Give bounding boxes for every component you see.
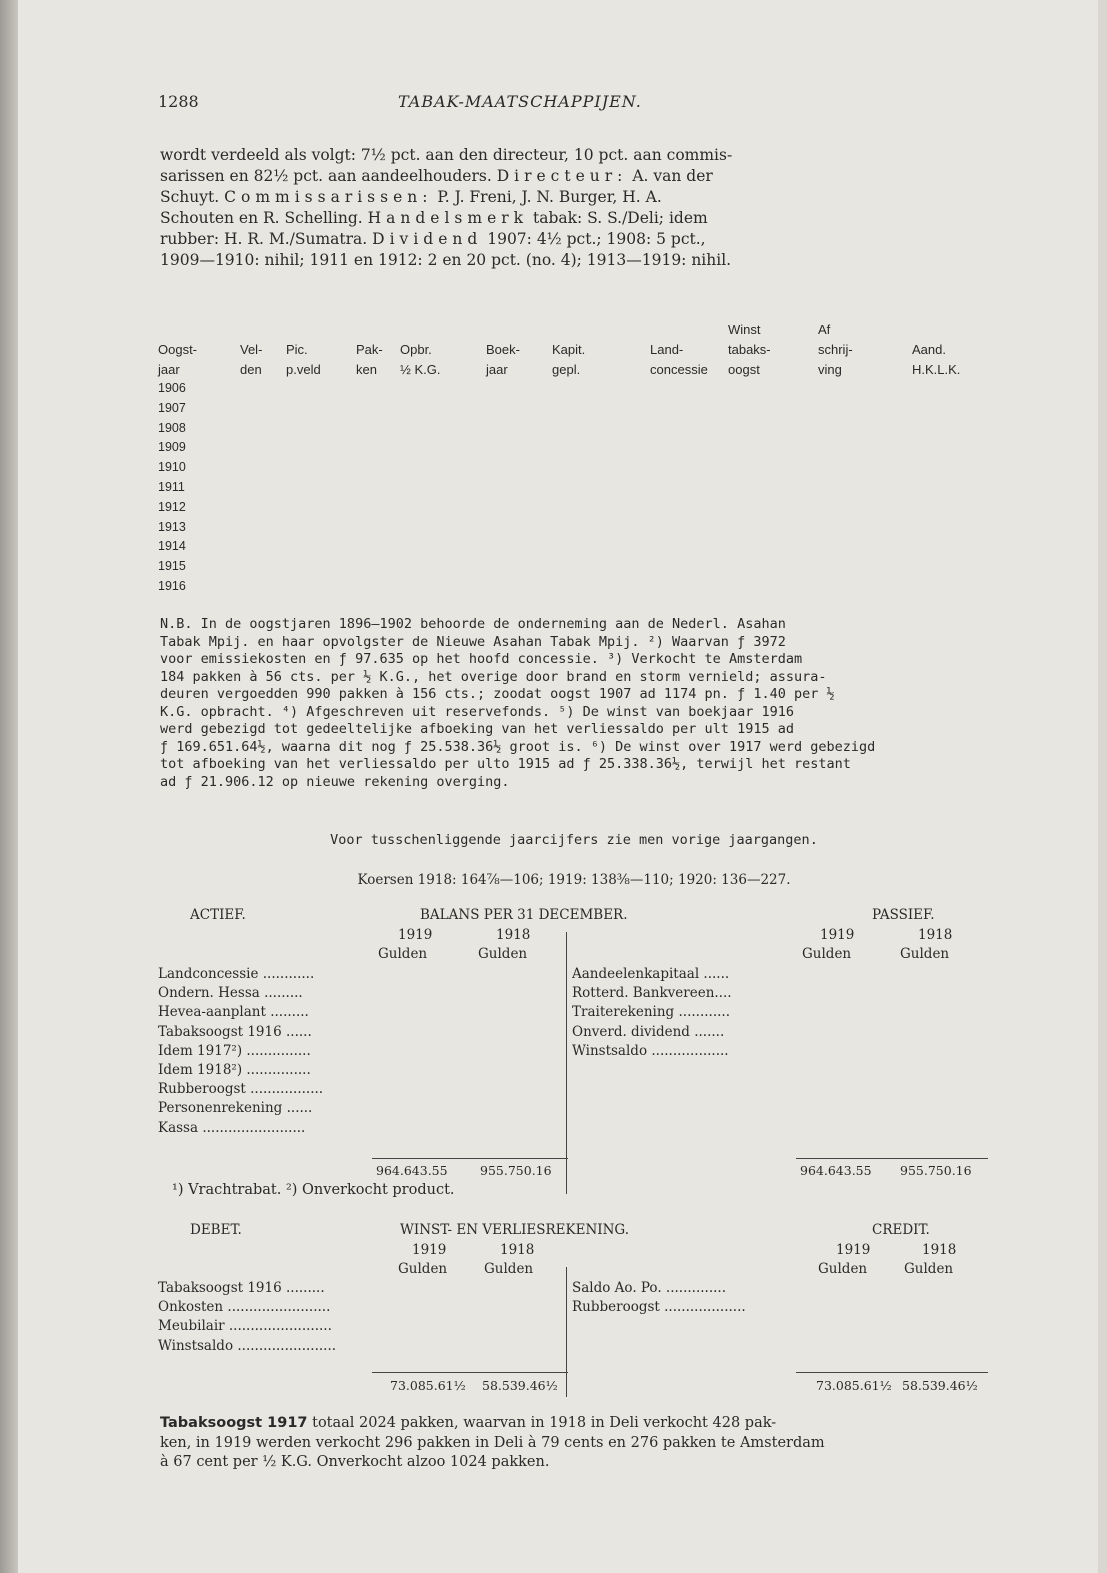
unit-header: Gulden xyxy=(398,1261,448,1277)
table-header-cell: gepl. xyxy=(552,362,581,377)
table-header-cell: Land- xyxy=(650,342,684,357)
unit-header: Gulden xyxy=(484,1261,534,1277)
table-header-cell: Pak- xyxy=(356,342,383,357)
actief-row-label: Landconcessie ............ xyxy=(158,966,315,982)
table-header-cell: Kapit. xyxy=(552,342,586,357)
debet-row-label: Meubilair ........................ xyxy=(158,1318,332,1335)
closing-paragraph xyxy=(160,1414,988,1473)
pl-title: WINST- EN VERLIESREKENING. xyxy=(400,1222,630,1238)
table-header-cell: tabaks- xyxy=(728,342,771,357)
total-rule xyxy=(372,1158,568,1159)
actief-row-label: Personenrekening ...... xyxy=(158,1100,313,1117)
table-header-cell: jaar xyxy=(158,362,180,377)
credit-label: CREDIT. xyxy=(872,1222,930,1238)
year-header: 1918 xyxy=(922,1242,957,1258)
credit-row-label: Rubberoogst ................... xyxy=(572,1299,746,1316)
table-header-cell: H.K.L.K. xyxy=(912,362,961,377)
table-header-cell: Pic. xyxy=(286,342,308,357)
note-line: ad ƒ 21.906.12 op nieuwe rekening overging. xyxy=(160,773,510,790)
debet-row-label: Winstsaldo ....................... xyxy=(158,1337,337,1354)
year-header: 1918 xyxy=(500,1242,535,1258)
note-line: werd gebezigd tot gedeeltelijke afboeking van het verliessaldo per ult 1915 ad xyxy=(160,721,794,737)
table-header-cell: jaar xyxy=(486,362,508,377)
table-cell: 1916 xyxy=(158,579,186,593)
actief-row-label: Hevea-aanplant ......... xyxy=(158,1004,309,1021)
unit-header: Gulden xyxy=(478,946,528,962)
closing-line: ken, in 1919 werden verkocht 296 pakken in Deli à 79 cents en 276 pakken te Amsterdam xyxy=(160,1434,825,1451)
debet-label: DEBET. xyxy=(190,1222,242,1238)
pl-total: 73.085.61½ xyxy=(390,1378,466,1393)
table-header-cell: den xyxy=(240,362,262,377)
year-header: 1918 xyxy=(496,927,531,943)
book-spine-shadow xyxy=(0,0,18,1573)
running-title: TABAK-MAATSCHAPPIJEN. xyxy=(398,92,642,111)
table-header-cell: Boek- xyxy=(486,342,520,357)
table-cell: 1915 xyxy=(158,559,186,574)
table-header-cell: ving xyxy=(818,362,842,377)
balance-total: 955.750.16 xyxy=(480,1163,552,1178)
passief-row-label: Onverd. dividend ....... xyxy=(572,1023,725,1040)
unit-header: Gulden xyxy=(378,946,428,962)
table-cell: 1906 xyxy=(158,381,186,395)
year-header: 1919 xyxy=(836,1242,871,1258)
intro-line: sarissen en 82½ pct. aan aandeelhouders. Directeur: A. van der xyxy=(160,167,713,185)
pl-total: 73.085.61½ xyxy=(816,1378,892,1393)
year-header: 1918 xyxy=(918,927,953,943)
credit-row-label: Saldo Ao. Po. .............. xyxy=(572,1280,726,1296)
closing-line: Tabaksoogst 1917 totaal 2024 pakken, waarvan in 1918 in Deli verkocht 428 pak- xyxy=(160,1415,777,1431)
table-header-cell: Opbr. xyxy=(400,342,432,357)
unit-header: Gulden xyxy=(802,946,852,962)
balance-total: 964.643.55 xyxy=(376,1163,448,1178)
debet-row-label: Tabaksoogst 1916 ......... xyxy=(158,1280,325,1296)
footnotes-block xyxy=(160,616,988,791)
table-header-cell: ½ K.G. xyxy=(400,362,441,377)
note-line: Tabak Mpij. en haar opvolgster de Nieuwe Asahan Tabak Mpij. ²) Waarvan ƒ 3972 xyxy=(160,633,786,650)
total-rule xyxy=(796,1158,988,1159)
total-rule xyxy=(796,1372,988,1373)
table-cell: 1912 xyxy=(158,499,186,514)
unit-header: Gulden xyxy=(904,1261,954,1277)
table-cell: 1908 xyxy=(158,420,186,435)
table-cell: 1909 xyxy=(158,440,186,455)
balance-title: BALANS PER 31 DECEMBER. xyxy=(420,907,628,923)
table-header-cell: Oogst- xyxy=(158,342,198,357)
actief-label: ACTIEF. xyxy=(190,907,246,923)
closing-heading: Tabaksoogst 1917 xyxy=(160,1415,308,1431)
balance-total: 964.643.55 xyxy=(800,1163,872,1178)
closing-line: à 67 cent per ½ K.G. Onverkocht alzoo 1024 pakken. xyxy=(160,1454,550,1470)
passief-row-label: Winstsaldo .................. xyxy=(572,1042,729,1059)
passief-row-label: Traiterekening ............ xyxy=(572,1004,730,1021)
table-header-cell: schrij- xyxy=(818,342,853,357)
note-line: ƒ 169.651.64½, waarna dit nog ƒ 25.538.36½ groot is. ⁶) De winst over 1917 werd gebezigd xyxy=(160,738,876,755)
unit-header: Gulden xyxy=(900,946,950,962)
pl-total: 58.539.46½ xyxy=(902,1378,978,1393)
actief-row-label: Idem 1917²) ............... xyxy=(158,1042,311,1059)
year-header: 1919 xyxy=(820,927,855,943)
table-cell: 1907 xyxy=(158,400,186,415)
table-header-cell: Vel- xyxy=(240,342,263,357)
intro-line: wordt verdeeld als volgt: 7½ pct. aan den directeur, 10 pct. aan commis- xyxy=(160,146,733,164)
unit-header: Gulden xyxy=(818,1261,868,1277)
balance-footnote: ¹) Vrachtrabat. ²) Onverkocht product. xyxy=(172,1182,455,1198)
actief-row-label: Kassa ........................ xyxy=(158,1119,306,1136)
interim-note: Voor tusschenliggende jaarcijfers zie men vorige jaargangen. xyxy=(330,832,818,848)
table-header-cell: Af xyxy=(818,322,831,337)
table-cell: 1911 xyxy=(158,480,185,494)
debet-row-label: Onkosten ........................ xyxy=(158,1299,331,1316)
table-cell: 1914 xyxy=(158,539,186,554)
total-rule xyxy=(372,1372,568,1373)
passief-row-label: Aandeelenkapitaal ...... xyxy=(572,966,730,982)
intro-line: rubber: H. R. M./Sumatra. Dividend 1907: 4½ pct.; 1908: 5 pct., xyxy=(160,230,706,248)
table-header-cell: Winst xyxy=(728,322,761,337)
intro-paragraph xyxy=(160,145,988,271)
note-line: 184 pakken à 56 cts. per ½ K.G., het overige door brand en storm vernield; assura- xyxy=(160,668,827,685)
table-header-cell: Aand. xyxy=(912,342,946,357)
note-line: tot afboeking van het verliessaldo per ulto 1915 ad ƒ 25.338.36½, terwijl het restant xyxy=(160,756,851,772)
passief-label: PASSIEF. xyxy=(872,907,935,923)
actief-row-label: Rubberoogst ................. xyxy=(158,1081,324,1098)
table-header-cell: p.veld xyxy=(286,362,321,377)
passief-row-label: Rotterd. Bankvereen.... xyxy=(572,985,732,1002)
share-prices: Koersen 1918: 164⅞—106; 1919: 138⅜—110; 1920: 136—227. xyxy=(357,872,791,888)
actief-row-label: Idem 1918²) ............... xyxy=(158,1062,311,1078)
year-header: 1919 xyxy=(398,927,433,943)
table-cell: 1913 xyxy=(158,519,186,534)
table-header-cell: oogst xyxy=(728,362,760,377)
note-line: K.G. opbracht. ⁴) Afgeschreven uit reservefonds. ⁵) De winst van boekjaar 1916 xyxy=(160,703,794,720)
table-header-cell: ken xyxy=(356,362,377,377)
note-line: deuren vergoedden 990 pakken à 156 cts.; zoodat oogst 1907 ad 1174 pn. ƒ 1.40 per ½ xyxy=(160,686,835,702)
year-header: 1919 xyxy=(412,1242,447,1258)
balance-divider xyxy=(566,932,567,1194)
intro-line: Schuyt. Commissarissen: P. J. Freni, J. N. Burger, H. A. xyxy=(160,188,662,206)
page-number: 1288 xyxy=(158,92,199,111)
actief-row-label: Ondern. Hessa ......... xyxy=(158,985,303,1002)
actief-row-label: Tabaksoogst 1916 ...... xyxy=(158,1023,312,1040)
table-cell: 1910 xyxy=(158,460,186,475)
note-line: voor emissiekosten en ƒ 97.635 op het hoofd concessie. ³) Verkocht te Amsterdam xyxy=(160,651,803,667)
pl-total: 58.539.46½ xyxy=(482,1378,558,1393)
table-header-cell: concessie xyxy=(650,362,708,377)
note-line: N.B. In de oogstjaren 1896—1902 behoorde de onderneming aan de Nederl. Asahan xyxy=(160,616,786,632)
balance-total: 955.750.16 xyxy=(900,1163,972,1178)
intro-line: 1909—1910: nihil; 1911 en 1912: 2 en 20 pct. (no. 4); 1913—1919: nihil. xyxy=(160,251,732,269)
pl-divider xyxy=(566,1267,567,1397)
intro-line: Schouten en R. Schelling. Handelsmerk tabak: S. S./Deli; idem xyxy=(160,209,708,227)
